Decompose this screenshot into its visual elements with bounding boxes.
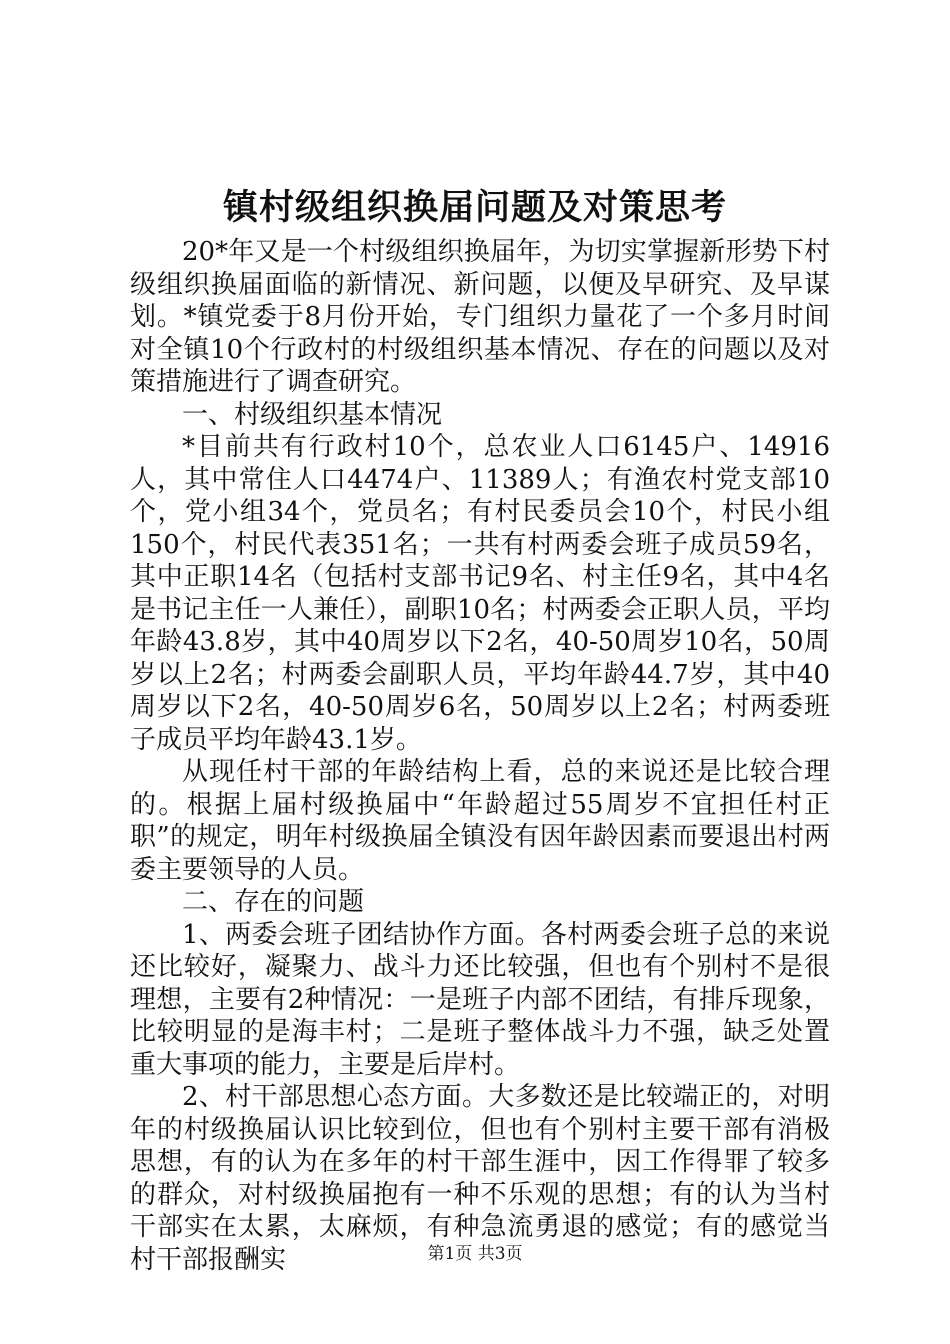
section-heading-problems: 二、存在的问题 [182, 887, 365, 917]
document-title: 镇村级组织换届问题及对策思考 [222, 187, 727, 228]
page-number: 第1页 共3页 [427, 1244, 523, 1264]
paragraph-problem-1: 1、两委会班子团结协作方面。各村两委会班子总的来说还比较好，凝聚力、战斗力还比较强，但也有个别村不是很理想，主要有2种情况：一是班子内部不团结，有排斥现象，比较明显的是海丰村；二是班子整体战斗力不强，缺乏处置重大事项的能力，主要是后岸村。 [130, 919, 830, 1080]
paragraph-age-structure: 从现任村干部的年龄结构上看，总的来说还是比较合理的。根据上届村级换届中“年龄超过55周岁不宜担任村正职”的规定，明年村级换届全镇没有因年龄因素而要退出村两委主要领导的人员。 [130, 757, 830, 885]
section-heading-basic-situation: 一、村级组织基本情况 [182, 399, 443, 430]
paragraph-problem-2: 2、村干部思想心态方面。大多数还是比较端正的，对明年的村级换届认识比较到位，但也有个别村主要干部有消极思想，有的认为在多年的村干部生涯中，因工作得罪了较多的群众，对村级换届抱有一种不乐观的思想；有的认为当村干部实在太累，太麻烦，有种急流勇退的感觉；有的感觉当村干部报酬实 [130, 1082, 830, 1275]
paragraph-statistics: *目前共有行政村10个，总农业人口6145户、14916人，其中常住人口4474户、11389人；有渔农村党支部10个，党小组34个，党员名；有村民委员会10个，村民小组150个，村民代表351名；一共有村两委会班子成员59名，其中正职14名（包括村支部书记9名、村主任9名，其中4名是书记主任一人兼任），副职10名；村两委会正职人员，平均年龄43.8岁，其中40周岁以下2名，40-50周岁10名，50周岁以上2名；村两委会副职人员，平均年龄44.7岁，其中40周岁以下2名，40-50周岁6名，50周岁以上2名；村两委班子成员平均年龄43.1岁。 [130, 432, 830, 755]
paragraph-intro: 20*年又是一个村级组织换届年，为切实掌握新形势下村级组织换届面临的新情况、新问题，以便及早研究、及早谋划。*镇党委于8月份开始，专门组织力量花了一个多月时间对全镇10个行政村的村级组织基本情况、存在的问题以及对策措施进行了调查研究。 [130, 237, 830, 397]
document-body [130, 236, 830, 1276]
